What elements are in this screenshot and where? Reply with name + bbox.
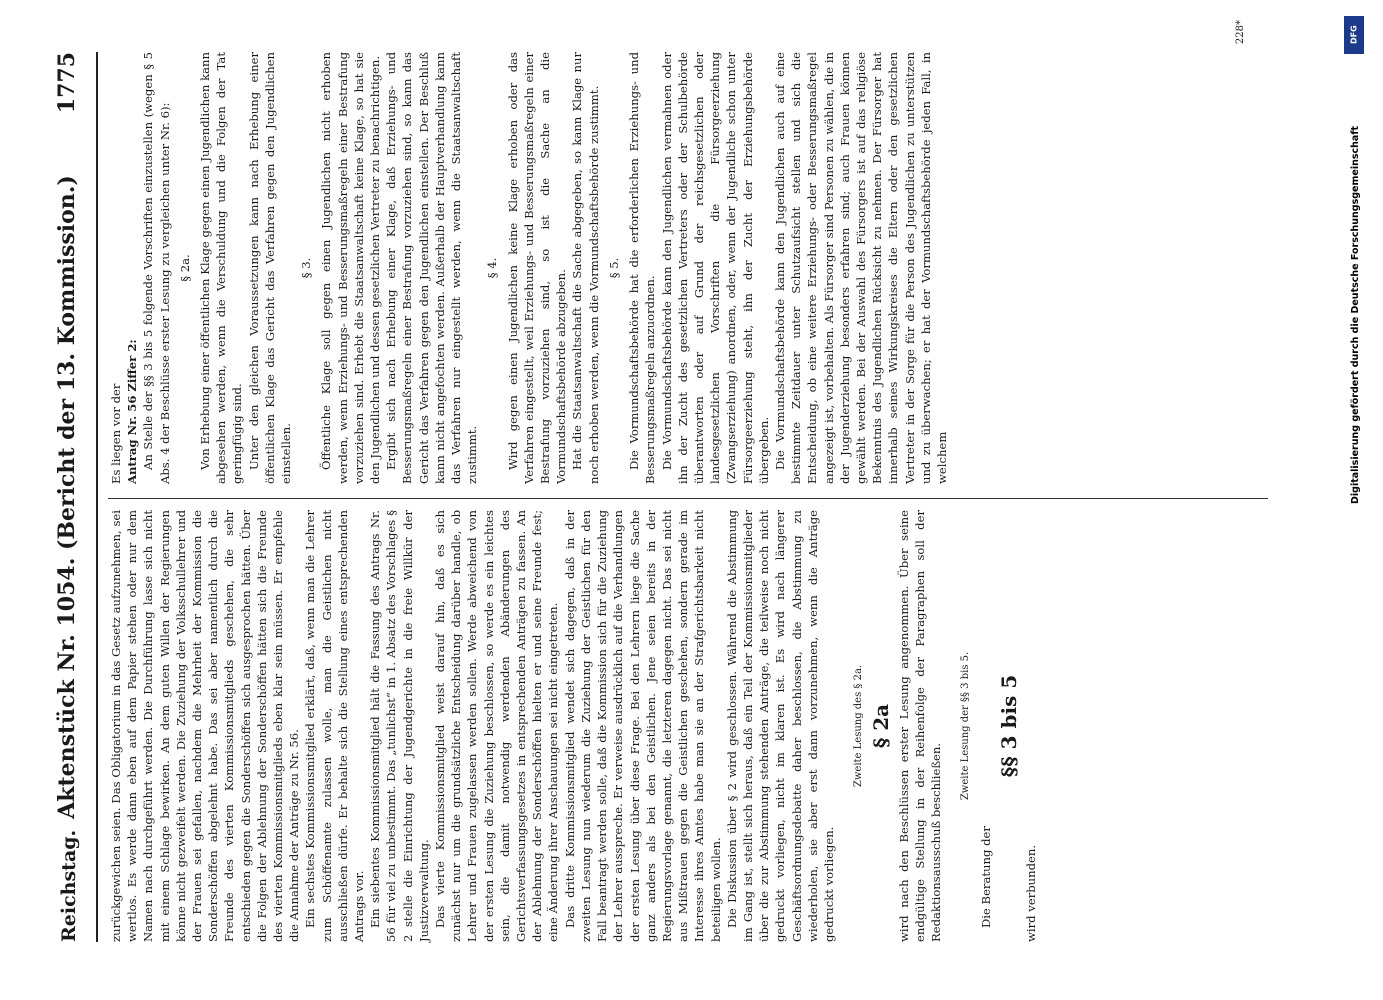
right-paragraph-8: Die Vormundschaftsbehörde hat die erforderlichen Erziehungs- und Besserungsmaßregeln anzuordnen. [627, 52, 658, 484]
left-paragraph-1: zurückgewichen seien. Das Obligatorium in das Gesetz aufzunehmen, sei wertlos. Es werde dann eben auf dem Papier stehen oder nur dem Namen nach durchgeführt werden. Die Durchführung lasse sich nicht mit einem Schlage bewirken. An dem guten Willen der Regierungen könne nicht gezweifelt werden. Die Zuziehung der Volksschullehrer und der Frauen sei gefallen, nachdem die Mehrheit der Kommission die Sonderschöffen abgelehnt habe. Das sei aber namentlich durch die Freunde des vierten Kommissionsmitglieds geschehen, die sehr entschieden gegen die Sonderschöffen sich ausgesprochen hätten. Über die Folgen der Ablehnung der Sonderschöffen hätten sich die Freunde des vierten Kommissionsmitglieds eben klar sein müssen. Er empfehle die Annahme der Anträge zu Nr. 56. [109, 510, 302, 942]
section-3: § 3. [299, 257, 314, 279]
right-paragraph-7: Hat die Staatsanwaltschaft die Sache abgegeben, so kann Klage nur noch erhoben werden, wenn die Vormundschaftsbehörde zustimmt. [570, 52, 601, 484]
right-paragraph-4: Öffentliche Klage soll gegen einen Jugendlichen nicht erhoben werden, wenn Erziehungs- und Besserungsmaßregeln einer Bestrafung vorzuziehen sind. Erhebt die Staatsanwaltschaft keine Klage, so hat sie den Jugendlichen und dessen gesetzlichen Vertreter zu benachrichtigen. [319, 52, 383, 484]
beratung-line: Die Beratung der [979, 826, 994, 928]
left-column [108, 510, 1039, 942]
dfg-logo: DFG [1344, 16, 1364, 54]
right-column [108, 52, 950, 484]
heading-2a: § 2a [869, 703, 894, 749]
page-number: 1775 [54, 52, 80, 114]
left-paragraph-2: Ein sechstes Kommissionsmitglied erklärt, daß, wenn man die Lehrer zum Schöffenamte zulassen wolle, man die Geistlichen nicht ausschließen dürfe. Er behalte sich die Stellung eines entsprechenden Antrags vor. [303, 510, 367, 942]
column-divider [108, 498, 1268, 499]
left-paragraph-6: Die Diskussion über § 2 wird geschlossen. Während die Abstimmung im Gang ist, stellt sich heraus, daß ein Teil der Kommissionsmitglieder über die zur Abstimmung stehenden Anträge, die teilweise noch nicht gedruckt vorliegen, nicht im klaren ist. Es wird nach längerer Geschäftsordnungsdebatte daher beschlossen, die Abstimmung zu wiederholen, sie aber erst dann vorzunehmen, wenn die Anträge gedruckt vorliegen. [724, 510, 836, 942]
antrag-heading: Antrag Nr. 56 Ziffer 2: [125, 339, 140, 484]
footer-signature: 228* [1235, 20, 1246, 45]
right-paragraph-9: Die Vormundschaftsbehörde kann den Jugendlichen vermahnen oder ihn der Zucht des gesetzlichen Vertreters oder der Schulbehörde überantworten oder auf Grund der reichsgesetzlichen oder landesgesetzlichen Vorschriften die Fürsorgeerziehung (Zwangserziehung) anordnen, oder, wenn der Jugendliche schon unter Fürsorgeerziehung steht, ihn der Zucht der Erziehungsbehörde übergeben. [659, 52, 771, 484]
right-paragraph-5: Ergibt sich nach Erhebung einer Klage, daß Erziehungs- und Besserungsmaßregeln einer Bestrafung vorzuziehen sind, so kann das Gericht das Verfahren gegen den Jugendlichen einstellen. Der Beschluß kann nicht angefochten werden. Außerhalb der Hauptverhandlung kann das Verfahren nur eingestellt werden, wenn die Staatsanwaltschaft zustimmt. [384, 52, 480, 484]
page-header [52, 52, 96, 942]
left-paragraph-7: wird nach den Beschlüssen erster Lesung angenommen. Über seine endgültige Stellung in der Reihenfolge der Paragraphen soll der Redaktionsausschuß beschließen. [896, 510, 943, 942]
section-4: § 4. [485, 257, 500, 279]
left-paragraph-4: Das vierte Kommissionsmitglied weist darauf hin, daß es sich zunächst nur um die grundsätzliche Entscheidung darüber handle, ob Lehrer und Frauen zugelassen werden sollen. Werde abweichend von der ersten Lesung die Zuziehung beschlossen, so werde es ein leichtes sein, die damit notwendig werdenden Abänderungen des Gerichtsverfassungsgesetzes in entsprechenden Anträgen zu fassen. An der Ablehnung der Sonderschöffen hielten er und seine Freunde fest; eine Änderung ihrer Anschauungen sei nicht eingetreten. [433, 510, 561, 942]
right-paragraph-6: Wird gegen einen Jugendlichen keine Klage erhoben oder das Verfahren eingestellt, weil Erziehungs- und Besserungsmaßregeln einer Bestrafung vorzuziehen sind, so ist die Sache an die Vormundschaftsbehörde abzugeben. [505, 52, 569, 484]
header-left: Reichstag. [58, 829, 80, 942]
header-rule [96, 52, 98, 942]
header-center: Aktenstück Nr. 1054. (Bericht der 13. Kommission.) [54, 175, 80, 819]
section-5: § 5. [606, 257, 621, 279]
right-intro: Es liegen vor der [109, 383, 123, 484]
heading-3-5: §§ 3 bis 5 [996, 674, 1021, 778]
dfg-credit-text: Digitalisierung gefördert durch die Deutsche Forschungsgemeinschaft [1350, 126, 1361, 504]
left-paragraph-8: wird verbunden. [1023, 844, 1038, 942]
dfg-credit-strip [1340, 6, 1372, 986]
right-paragraph-2: Von Erhebung einer öffentlichen Klage gegen einen Jugendlichen kann abgesehen werden, wenn die Verschuldung und die Folgen der Tat geringfügig sind. [198, 52, 245, 484]
section-2a: § 2a. [177, 254, 192, 282]
right-paragraph-10: Die Vormundschaftsbehörde kann den Jugendlichen auch auf eine bestimmte Zeitdauer unter Schutzaufsicht stellen und sich die Entscheidung, ob eine weitere Erziehungs- oder Besserungsmaßregel angezeigt ist, vorbehalten. Als Fürsorger sind Personen zu wählen, die in der Jugenderziehung besonders erfahren sind; auch Frauen können gewählt werden. Bei der Auswahl des Fürsorgers ist auf das religiöse Bekenntnis des Jugendlichen Rücksicht zu nehmen. Der Fürsorger hat innerhalb seines Wirkungskreises die Eltern oder den gesetzlichen Vertreter in der Sorge für die Person des Jugendlichen zu unterstützen und zu überwachen; er hat der Vormundschaftsbehörde jeden Fall, in welchem [772, 52, 949, 484]
zweite-lesung-2a: Zweite Lesung des § 2a. [853, 664, 865, 788]
left-paragraph-3: Ein siebentes Kommissionsmitglied hält die Fassung des Antrags Nr. 56 für viel zu unbestimmt. Das „tunlichst“ in 1. Absatz des Vorschlages § 2 stelle die Einrichtung der Jugendgerichte in die freie Willkür der Justizverwaltung. [368, 510, 431, 942]
left-paragraph-5: Das dritte Kommissionsmitglied wendet sich dagegen, daß in der zweiten Lesung nun wiederum die Zuziehung der Geistlichen für den Fall beantragt werden solle, daß die Kommission sich für die Zuziehung der Lehrer ausspreche. Er verweise ausdrücklich auf die Verhandlungen der ersten Lesung über diese Frage. Bei den Lehrern liege die Sache ganz anders als bei den Geistlichen. Jene seien bereits in der Regierungsvorlage genannt, die letzteren dagegen nicht. Das sei nicht aus Mißtrauen gegen die Geistlichen geschehen, sondern gerade im Interesse ihres Amtes habe man sie an der Strafgerichtsbarkeit nicht beteiligen wollen. [562, 510, 723, 942]
right-paragraph-3: Unter den gleichen Voraussetzungen kann nach Erhebung einer öffentlichen Klage das Gericht das Verfahren gegen den Jugendlichen einstellen. [246, 52, 294, 484]
zweite-lesung-3-5: Zweite Lesung der §§ 3 bis 5. [960, 651, 972, 801]
right-paragraph-1: An Stelle der §§ 3 bis 5 folgende Vorschriften einzustellen (wegen § 5 Abs. 4 der Beschlüsse erster Lesung zu vergleichen unter Nr. 6): [141, 52, 172, 484]
